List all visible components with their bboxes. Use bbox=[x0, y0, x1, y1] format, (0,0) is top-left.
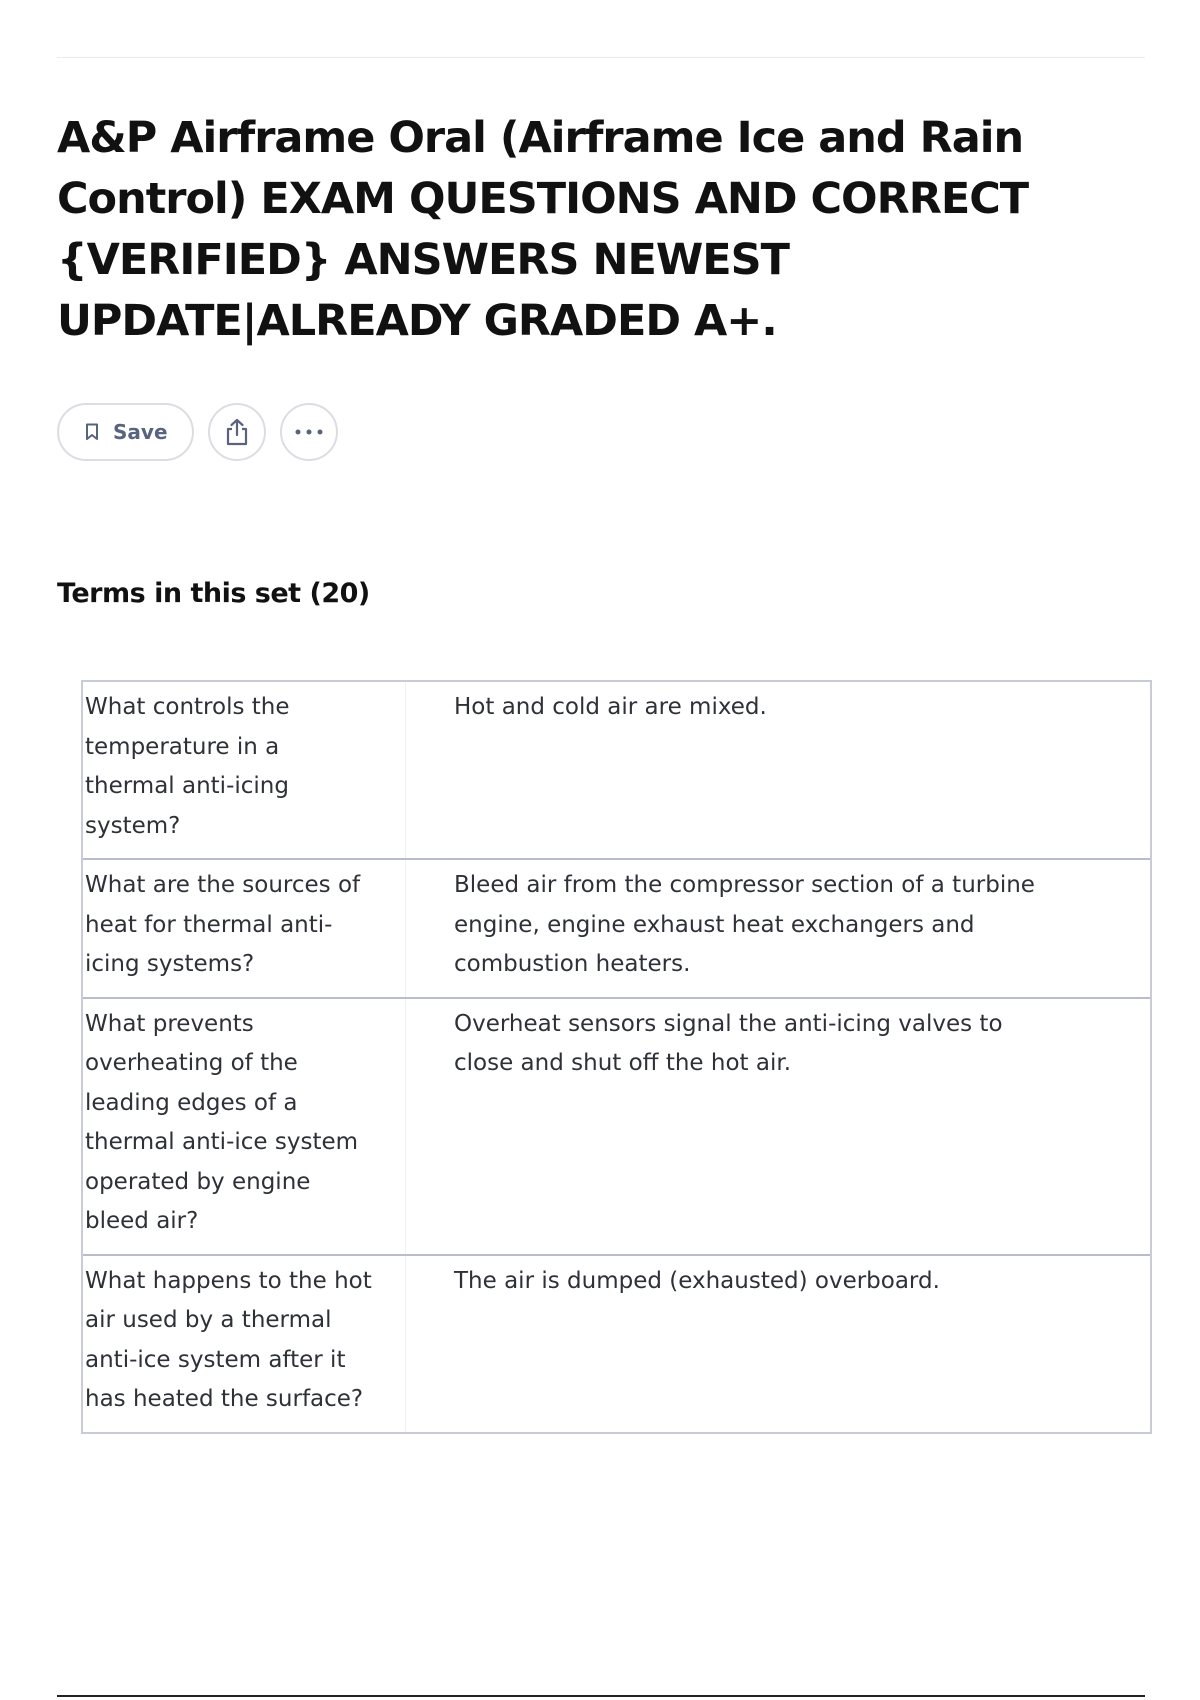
definition-text: Overheat sensors signal the anti-icing valves to close and shut off the hot air. bbox=[454, 1010, 1003, 1076]
definition-text: Bleed air from the compressor section of a turbine engine, engine exhaust heat exchangers and combustion heaters. bbox=[454, 872, 1035, 977]
terms-table bbox=[81, 680, 1152, 1434]
share-button[interactable] bbox=[208, 403, 266, 461]
term-text: What are the sources of heat for thermal anti-icing systems? bbox=[83, 860, 406, 997]
page-title: A&P Airframe Oral (Airframe Ice and Rain Control) EXAM QUESTIONS AND CORRECT {VERIFIED} ANSWERS NEWEST UPDATE|ALREADY GRADED A+. bbox=[57, 113, 1029, 346]
set-actions bbox=[57, 403, 352, 461]
share-icon bbox=[224, 418, 250, 446]
terms-heading: Terms in this set (20) bbox=[57, 578, 370, 609]
more-icon bbox=[295, 429, 323, 435]
term-row bbox=[83, 682, 1150, 858]
bookmark-icon bbox=[85, 423, 99, 441]
term-row bbox=[83, 1254, 1150, 1432]
term-row bbox=[83, 858, 1150, 997]
definition-text: The air is dumped (exhausted) overboard. bbox=[454, 1267, 940, 1294]
term-text: What happens to the hot air used by a thermal anti-ice system after it has heated the surface? bbox=[83, 1256, 406, 1432]
term-text: What controls the temperature in a thermal anti-icing system? bbox=[83, 682, 406, 858]
definition-text: Hot and cold air are mixed. bbox=[454, 694, 767, 720]
term-row bbox=[83, 997, 1150, 1254]
more-options-button[interactable] bbox=[280, 403, 338, 461]
save-button[interactable] bbox=[57, 403, 194, 461]
bottom-divider bbox=[57, 1695, 1145, 1697]
top-divider bbox=[57, 57, 1145, 58]
save-label: Save bbox=[113, 420, 168, 444]
term-text: What prevents overheating of the leading edges of a thermal anti-ice system operated by engine bleed air? bbox=[83, 999, 406, 1254]
